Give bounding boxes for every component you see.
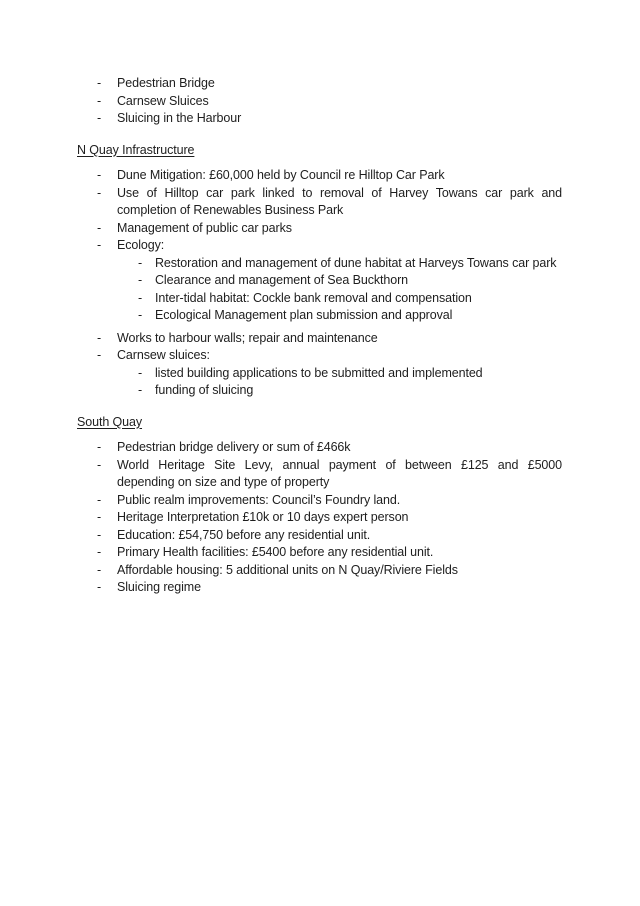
section-heading-south-quay: South Quay — [77, 414, 143, 429]
sub-bullet-item: - funding of sluicing — [138, 382, 562, 400]
sub-bullet-item: - listed building applications to be submitted and implemented — [138, 365, 562, 383]
bullet-item: - Works to harbour walls; repair and maintenance — [97, 330, 562, 348]
bullet-item: - Affordable housing: 5 additional units on N Quay/Riviere Fields — [97, 562, 562, 580]
bullet-item: - Heritage Interpretation £10k or 10 days expert person — [97, 509, 562, 527]
sub-bullet-item: - Ecological Management plan submission and approval — [138, 307, 562, 325]
bullet-item: - Pedestrian bridge delivery or sum of £466k — [97, 439, 562, 457]
bullet-item: - World Heritage Site Levy, annual payment of between £125 and £5000 depending on size and type of property — [97, 457, 562, 492]
bullet-item: - Management of public car parks — [97, 220, 562, 238]
bullet-item: - Dune Mitigation: £60,000 held by Council re Hilltop Car Park — [97, 167, 562, 185]
bullet-item-carnsew — [97, 347, 562, 400]
carnsew-sub-list — [138, 365, 562, 400]
bullet-item: - Public realm improvements: Council’s Foundry land. — [97, 492, 562, 510]
bullet-item: - Sluicing regime — [97, 579, 562, 597]
sub-bullet-item: - Inter-tidal habitat: Cockle bank removal and compensation — [138, 290, 562, 308]
item-text: Carnsew sluices: — [117, 348, 210, 362]
bullet-item: - Use of Hilltop car park linked to removal of Harvey Towans car park and completion of Renewables Business Park — [97, 185, 562, 220]
intro-bullet-list — [97, 75, 562, 128]
section-heading-n-quay: N Quay Infrastructure — [77, 142, 195, 157]
south-quay-bullet-list — [97, 439, 562, 597]
n-quay-bullet-list — [97, 167, 562, 400]
item-text: Ecology: — [117, 238, 165, 252]
bullet-item: - Education: £54,750 before any residential unit. — [97, 527, 562, 545]
sub-bullet-item: - Restoration and management of dune habitat at Harveys Towans car park — [138, 255, 562, 273]
ecology-sub-list — [138, 255, 562, 325]
bullet-item-ecology — [97, 237, 562, 325]
bullet-item: - Pedestrian Bridge — [97, 75, 562, 93]
bullet-item: - Sluicing in the Harbour — [97, 110, 562, 128]
sub-bullet-item: - Clearance and management of Sea Buckthorn — [138, 272, 562, 290]
bullet-item: - Carnsew Sluices — [97, 93, 562, 111]
bullet-item: - Primary Health facilities: £5400 before any residential unit. — [97, 544, 562, 562]
